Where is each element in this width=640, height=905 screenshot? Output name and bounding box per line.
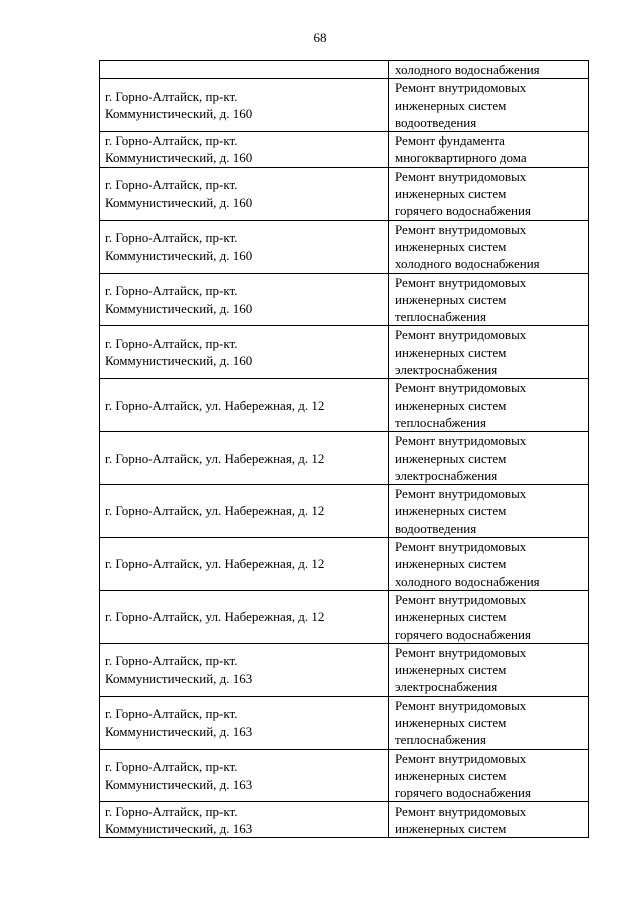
work-line: инженерных систем	[395, 556, 507, 572]
address-cell	[100, 132, 389, 168]
table-row	[100, 326, 589, 379]
page-number: 68	[313, 30, 327, 45]
work-line: Ремонт внутридомовых	[395, 591, 527, 607]
work-line: Ремонт внутридомовых	[395, 750, 527, 766]
work-line: инженерных систем	[395, 503, 507, 519]
address-cell	[100, 61, 389, 79]
address-cell	[100, 167, 389, 220]
table-row	[100, 538, 589, 591]
work-cell	[389, 749, 589, 802]
address-cell	[100, 432, 389, 485]
address-line: г. Горно-Алтайск, пр-кт.	[105, 336, 238, 352]
work-line: инженерных систем	[395, 238, 507, 254]
table-row	[100, 79, 589, 132]
work-line: Ремонт внутридомовых	[395, 644, 527, 660]
work-line: Ремонт внутридомовых	[395, 380, 527, 396]
table-row	[100, 749, 589, 802]
work-line: водоотведения	[395, 114, 477, 130]
work-line: теплоснабжения	[395, 309, 486, 325]
works-table-body	[100, 61, 589, 838]
work-cell	[389, 273, 589, 326]
address-line: Коммунистический, д. 163	[105, 776, 253, 792]
work-line: холодного водоснабжения	[395, 62, 540, 77]
work-line: холодного водоснабжения	[395, 256, 540, 272]
work-line: Ремонт внутридомовых	[395, 539, 527, 555]
work-line: водоотведения	[395, 520, 477, 536]
work-line: Ремонт внутридомовых	[395, 274, 527, 290]
work-line: инженерных систем	[395, 609, 507, 625]
work-cell	[389, 132, 589, 168]
address-line: г. Горно-Алтайск, пр-кт.	[105, 283, 238, 299]
work-line: Ремонт внутридомовых	[395, 80, 527, 96]
address-line: Коммунистический, д. 160	[105, 247, 253, 263]
work-line: Ремонт внутридомовых	[395, 697, 527, 713]
address-line: г. Горно-Алтайск, ул. Набережная, д. 12	[105, 609, 325, 625]
work-cell	[389, 379, 589, 432]
work-cell	[389, 220, 589, 273]
address-line: г. Горно-Алтайск, пр-кт.	[105, 177, 238, 193]
address-cell	[100, 79, 389, 132]
work-line: горячего водоснабжения	[395, 785, 531, 801]
address-line: Коммунистический, д. 160	[105, 106, 253, 122]
work-line: электроснабжения	[395, 679, 498, 695]
address-line: г. Горно-Алтайск, пр-кт.	[105, 653, 238, 669]
address-line: Коммунистический, д. 160	[105, 300, 253, 316]
work-line: Ремонт внутридомовых	[395, 486, 527, 502]
address-line: Коммунистический, д. 163	[105, 820, 253, 836]
work-line: инженерных систем	[395, 767, 507, 783]
address-cell	[100, 273, 389, 326]
address-cell	[100, 326, 389, 379]
work-cell	[389, 485, 589, 538]
address-cell	[100, 485, 389, 538]
work-line: инженерных систем	[395, 714, 507, 730]
work-cell	[389, 538, 589, 591]
address-line: г. Горно-Алтайск, пр-кт.	[105, 803, 238, 819]
work-line: Ремонт внутридомовых	[395, 803, 527, 819]
address-line: Коммунистический, д. 160	[105, 194, 253, 210]
address-cell	[100, 643, 389, 696]
work-cell	[389, 643, 589, 696]
work-cell	[389, 696, 589, 749]
table-row	[100, 432, 589, 485]
table-row	[100, 802, 589, 838]
address-line: г. Горно-Алтайск, пр-кт.	[105, 230, 238, 246]
work-line: горячего водоснабжения	[395, 203, 531, 219]
address-cell	[100, 379, 389, 432]
work-cell	[389, 79, 589, 132]
work-line: инженерных систем	[395, 344, 507, 360]
work-line: инженерных систем	[395, 291, 507, 307]
address-line: г. Горно-Алтайск, ул. Набережная, д. 12	[105, 397, 325, 413]
work-line: инженерных систем	[395, 397, 507, 413]
works-table	[99, 60, 589, 838]
work-line: теплоснабжения	[395, 414, 486, 430]
work-line: электроснабжения	[395, 362, 498, 378]
work-line: Ремонт внутридомовых	[395, 433, 527, 449]
work-line: электроснабжения	[395, 467, 498, 483]
address-line: г. Горно-Алтайск, ул. Набережная, д. 12	[105, 450, 325, 466]
address-line: г. Горно-Алтайск, пр-кт.	[105, 88, 238, 104]
address-line: г. Горно-Алтайск, пр-кт.	[105, 133, 238, 149]
work-line: инженерных систем	[395, 450, 507, 466]
work-line: инженерных систем	[395, 820, 507, 836]
address-line: г. Горно-Алтайск, ул. Набережная, д. 12	[105, 503, 325, 519]
address-line: г. Горно-Алтайск, пр-кт.	[105, 706, 238, 722]
address-cell	[100, 802, 389, 838]
work-line: Ремонт внутридомовых	[395, 168, 527, 184]
address-line: Коммунистический, д. 160	[105, 353, 253, 369]
work-line: инженерных систем	[395, 186, 507, 202]
address-cell	[100, 590, 389, 643]
address-cell	[100, 220, 389, 273]
table-row	[100, 485, 589, 538]
table-row	[100, 379, 589, 432]
work-line: инженерных систем	[395, 97, 507, 113]
table-row	[100, 220, 589, 273]
table-row	[100, 61, 589, 79]
work-line: инженерных систем	[395, 662, 507, 678]
address-line: Коммунистический, д. 160	[105, 150, 253, 166]
work-line: холодного водоснабжения	[395, 573, 540, 589]
table-row	[100, 167, 589, 220]
work-cell	[389, 590, 589, 643]
work-cell	[389, 61, 589, 79]
address-cell	[100, 696, 389, 749]
table-row	[100, 273, 589, 326]
work-cell	[389, 432, 589, 485]
table-row	[100, 132, 589, 168]
work-line: многоквартирного дома	[395, 150, 527, 166]
address-cell	[100, 538, 389, 591]
address-line: Коммунистический, д. 163	[105, 723, 253, 739]
table-row	[100, 643, 589, 696]
work-cell	[389, 802, 589, 838]
work-line: теплоснабжения	[395, 732, 486, 748]
table-row	[100, 590, 589, 643]
work-line: Ремонт внутридомовых	[395, 221, 527, 237]
address-line: Коммунистический, д. 163	[105, 670, 253, 686]
address-cell	[100, 749, 389, 802]
work-cell	[389, 167, 589, 220]
work-cell	[389, 326, 589, 379]
work-line: Ремонт фундамента	[395, 133, 505, 149]
table-row	[100, 696, 589, 749]
work-line: Ремонт внутридомовых	[395, 327, 527, 343]
address-line: г. Горно-Алтайск, ул. Набережная, д. 12	[105, 556, 325, 572]
address-line: г. Горно-Алтайск, пр-кт.	[105, 759, 238, 775]
work-line: горячего водоснабжения	[395, 626, 531, 642]
